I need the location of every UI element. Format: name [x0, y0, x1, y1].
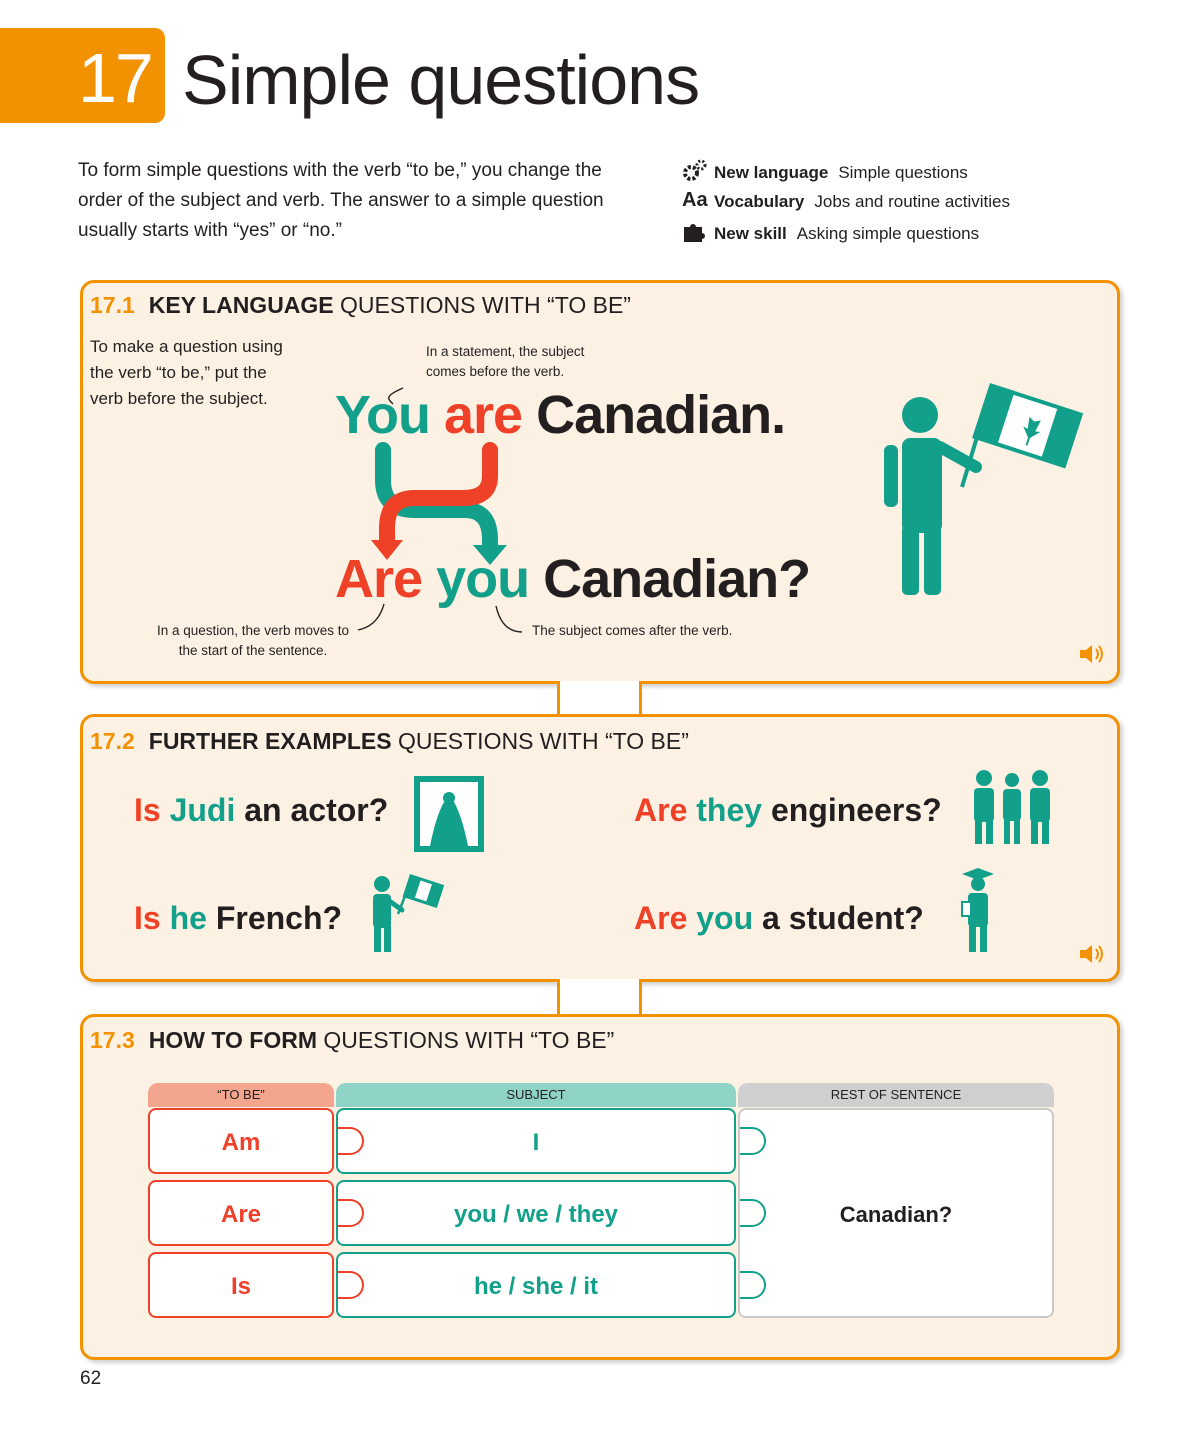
- chapter-number: 17: [78, 39, 152, 117]
- section-heading: 17.3 HOW TO FORM QUESTIONS WITH “TO BE”: [90, 1027, 615, 1053]
- meta-label: New skill: [714, 223, 787, 243]
- page-number: 62: [80, 1368, 102, 1389]
- statement-sentence: You are Canadian.: [335, 385, 786, 445]
- man-with-canada-flag-illustration: [880, 375, 1100, 600]
- audio-speaker-icon[interactable]: [1078, 643, 1106, 665]
- meta-value: Simple questions: [838, 162, 968, 182]
- panel-connector: [557, 681, 642, 717]
- example-sentence: Are they engineers?: [634, 792, 942, 828]
- engineers-icon: [968, 766, 1056, 846]
- meta-label: New language: [714, 162, 829, 182]
- example-sentence: Is he French?: [134, 900, 343, 936]
- meta-label: Vocabulary: [714, 191, 805, 211]
- page-title: Simple questions: [182, 41, 700, 119]
- note-question-verb: In a question, the verb moves to the start of the sentence.: [156, 623, 350, 658]
- column-header-subject: SUBJECT: [336, 1083, 736, 1107]
- audio-speaker-icon[interactable]: [1078, 943, 1106, 965]
- aa-icon: [682, 189, 714, 214]
- subject-cell: he / she / it: [336, 1252, 736, 1318]
- column-header-rest: REST OF SENTENCE: [738, 1083, 1054, 1107]
- section-heading: 17.2 FURTHER EXAMPLES QUESTIONS WITH “TO BE”: [90, 728, 689, 754]
- example-sentence: Are you a student?: [634, 900, 924, 936]
- note-statement: In a statement, the subject comes before the verb.: [426, 344, 585, 379]
- meta-new-skill: [682, 219, 979, 248]
- student-icon: [958, 866, 998, 954]
- side-note: To make a question using the verb “to be,” put the verb before the subject.: [90, 337, 283, 408]
- note-pointer-arrows: [350, 596, 540, 638]
- actor-on-stage-icon: [414, 776, 484, 852]
- to-be-cell: Are: [148, 1180, 334, 1246]
- meta-value: Jobs and routine activities: [814, 191, 1010, 211]
- meta-new-language: [682, 158, 968, 187]
- to-be-cell: Am: [148, 1108, 334, 1174]
- rest-of-sentence-cell: Canadian?: [738, 1108, 1054, 1318]
- column-header-to-be: “TO BE”: [148, 1083, 334, 1107]
- subject-cell: I: [336, 1108, 736, 1174]
- man-with-french-flag-icon: [368, 872, 450, 954]
- to-be-cell: Is: [148, 1252, 334, 1318]
- section-heading: 17.1 KEY LANGUAGE QUESTIONS WITH “TO BE”: [90, 292, 631, 318]
- panel-connector: [557, 979, 642, 1017]
- example-sentence: Is Judi an actor?: [134, 792, 389, 828]
- puzzle-icon: [682, 219, 714, 248]
- question-sentence: Are you Canadian?: [335, 549, 811, 609]
- svg-text:Aa: Aa: [682, 189, 708, 209]
- intro-text: To form simple questions with the verb “to be,” you change the order of the subject and verb. The answer to a simple question usually starts with “yes” or “no.”: [78, 160, 604, 241]
- meta-vocabulary: [682, 189, 1010, 214]
- subject-cell: you / we / they: [336, 1180, 736, 1246]
- note-question-subject: The subject comes after the verb.: [532, 623, 733, 638]
- gear-icon: [682, 158, 714, 187]
- meta-value: Asking simple questions: [796, 223, 980, 243]
